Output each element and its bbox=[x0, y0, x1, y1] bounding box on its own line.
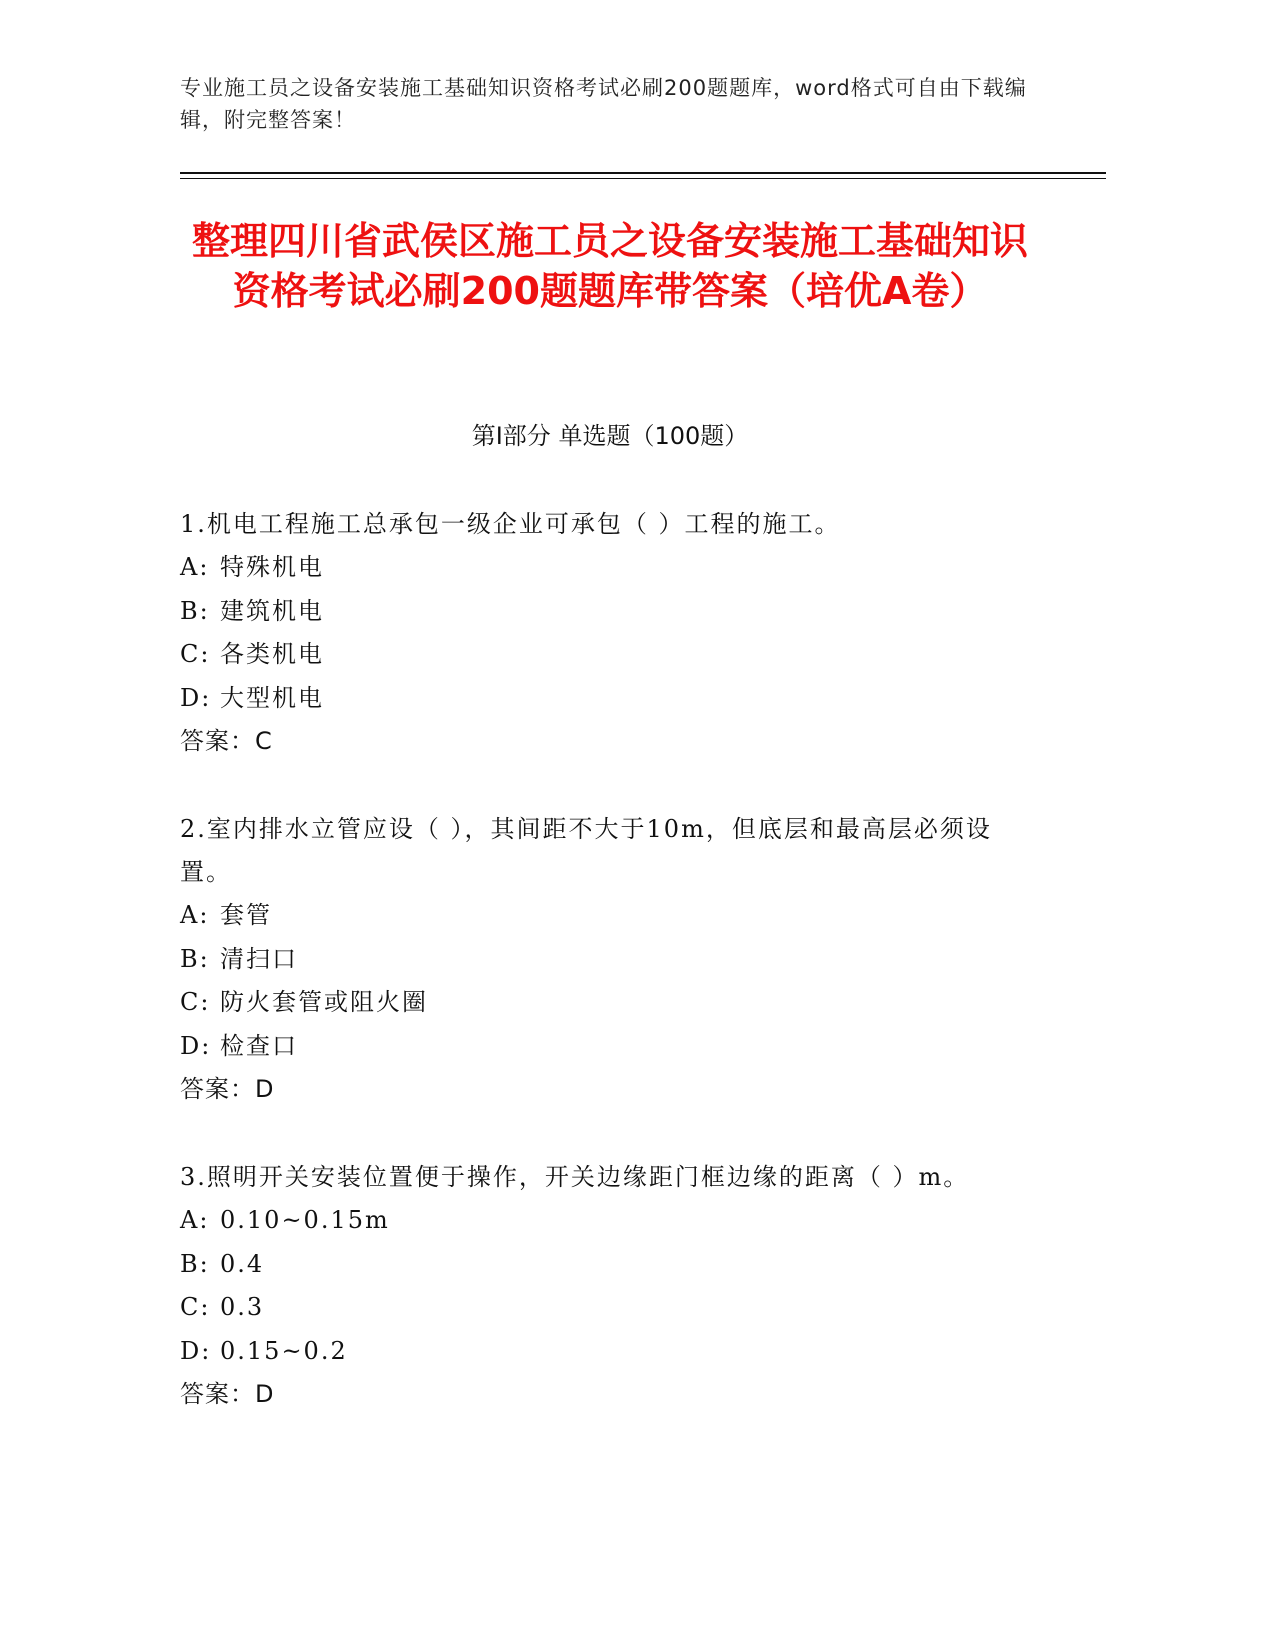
option-text: 0.4 bbox=[220, 1249, 265, 1278]
option-text: 0.15~0.2 bbox=[220, 1336, 348, 1365]
header-rule-thick bbox=[180, 172, 1106, 174]
option-text: 检查口 bbox=[220, 1031, 298, 1060]
option-key: B: bbox=[180, 596, 210, 625]
answer: 答案：D bbox=[180, 1380, 275, 1408]
option-text: 防火套管或阻火圈 bbox=[220, 988, 428, 1016]
answer: 答案：D bbox=[180, 1075, 275, 1103]
document-title: 整理四川省武侯区施工员之设备安装施工基础知识资格考试必刷200题题库带答案（培优A卷） bbox=[191, 219, 1028, 313]
option-key: A: bbox=[180, 1206, 210, 1234]
option-key: A: bbox=[180, 901, 210, 929]
option-a bbox=[180, 1199, 1040, 1243]
question-2 bbox=[180, 808, 1040, 1112]
option-text: 套管 bbox=[220, 901, 272, 929]
header-rule-thin bbox=[180, 178, 1106, 179]
option-b bbox=[180, 938, 1040, 982]
question-1 bbox=[180, 503, 1040, 764]
option-key: B: bbox=[180, 944, 210, 973]
option-b bbox=[180, 590, 1040, 634]
option-key: D: bbox=[180, 1031, 212, 1060]
option-text: 0.3 bbox=[220, 1293, 265, 1321]
option-key: C: bbox=[180, 1293, 211, 1321]
question-stem: 3.照明开关安装位置便于操作，开关边缘距门框边缘的距离（ ）m。 bbox=[180, 1163, 970, 1191]
option-key: C: bbox=[180, 640, 211, 668]
option-a bbox=[180, 546, 1040, 590]
option-key: C: bbox=[180, 988, 211, 1016]
option-key: D: bbox=[180, 1336, 212, 1365]
option-d bbox=[180, 677, 1040, 721]
option-key: A: bbox=[180, 553, 210, 581]
option-d bbox=[180, 1025, 1040, 1069]
option-a bbox=[180, 894, 1040, 938]
option-key: B: bbox=[180, 1249, 210, 1278]
question-stem: 1.机电工程施工总承包一级企业可承包（ ）工程的施工。 bbox=[180, 510, 841, 538]
option-c bbox=[180, 633, 1040, 677]
answer: 答案：C bbox=[180, 727, 273, 755]
question-stem: 2.室内排水立管应设（ ），其间距不大于10m，但底层和最高层必须设置。 bbox=[180, 815, 992, 886]
option-text: 特殊机电 bbox=[220, 553, 324, 581]
question-3 bbox=[180, 1156, 1040, 1417]
option-text: 0.10~0.15m bbox=[220, 1206, 390, 1234]
option-b bbox=[180, 1243, 1040, 1287]
option-d bbox=[180, 1330, 1040, 1374]
option-text: 建筑机电 bbox=[220, 596, 324, 625]
option-text: 各类机电 bbox=[220, 640, 324, 668]
section-title: 第Ⅰ部分 单选题（100题） bbox=[471, 422, 749, 450]
option-key: D: bbox=[180, 683, 212, 712]
option-text: 大型机电 bbox=[220, 683, 324, 712]
option-text: 清扫口 bbox=[220, 944, 298, 973]
option-c bbox=[180, 981, 1040, 1025]
option-c bbox=[180, 1286, 1040, 1330]
header-note: 专业施工员之设备安装施工基础知识资格考试必刷200题题库，word格式可自由下载编辑，附完整答案！ bbox=[180, 76, 1027, 132]
